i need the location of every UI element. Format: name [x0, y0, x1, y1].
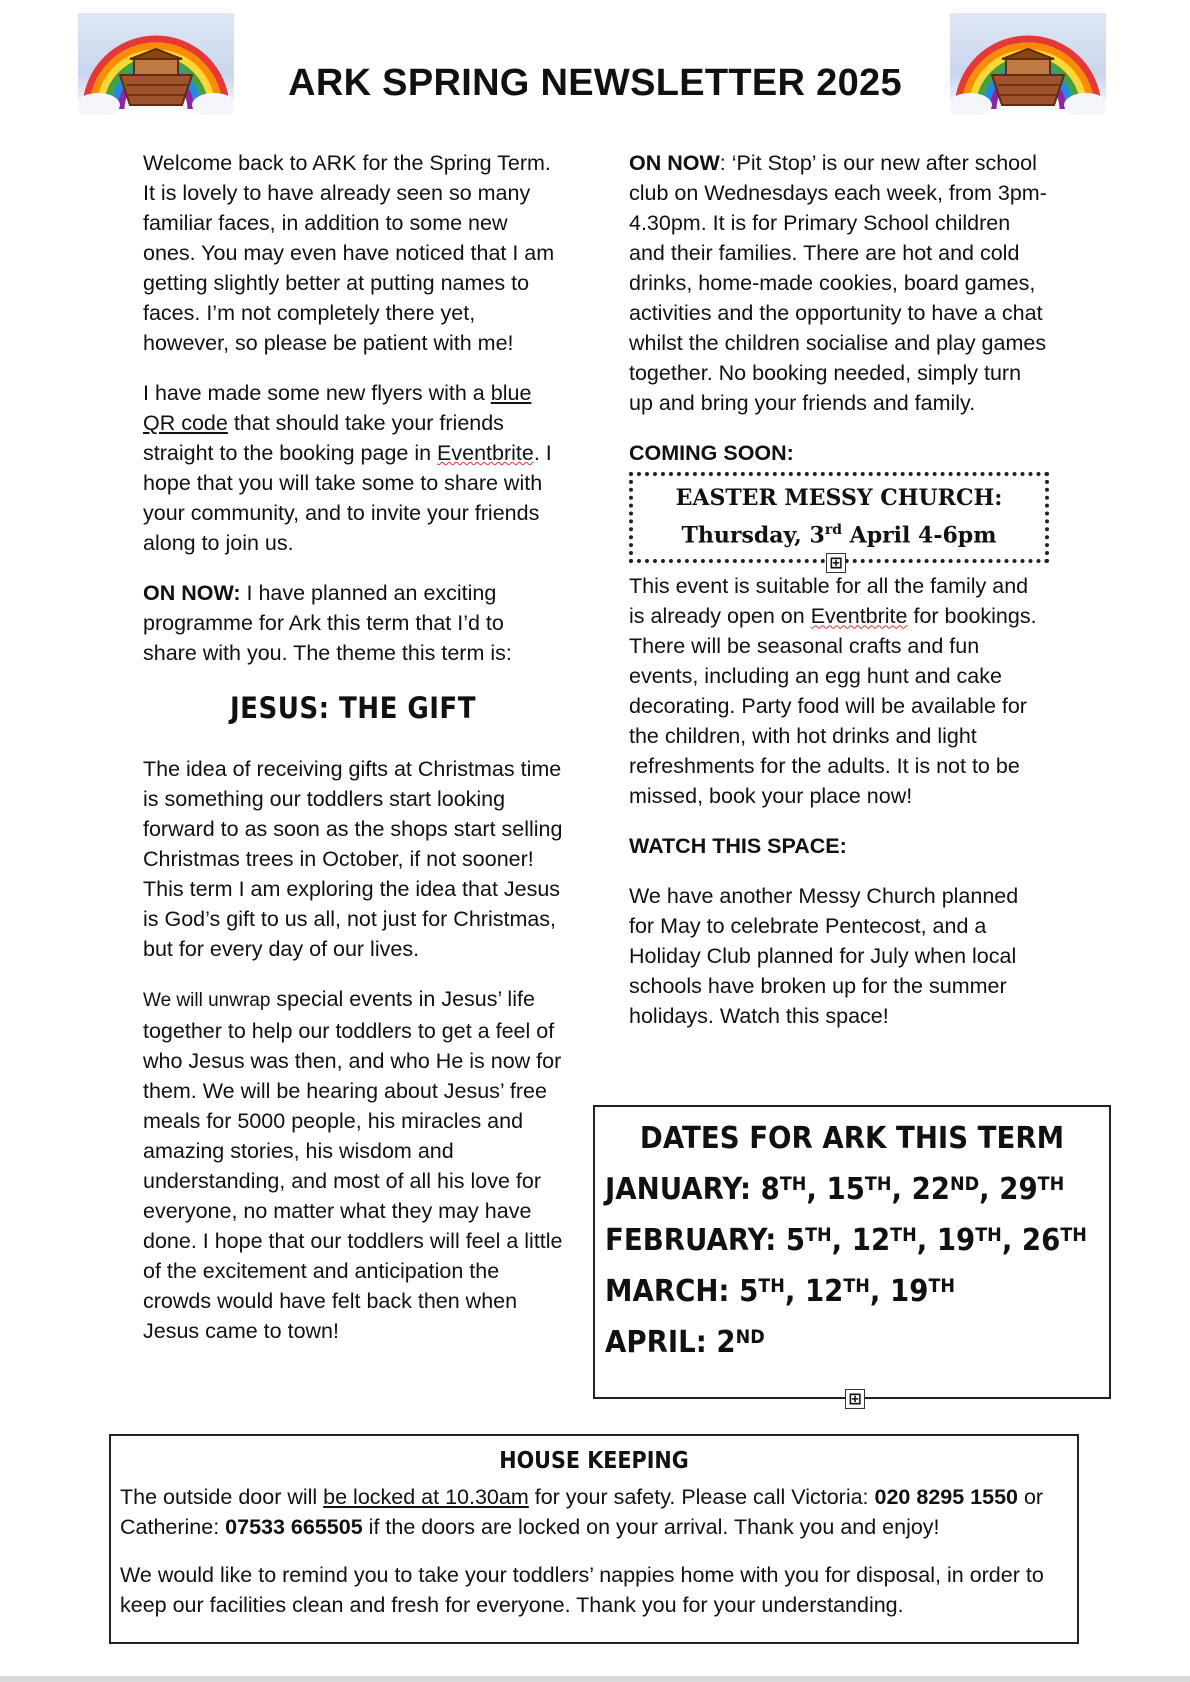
date-day-number: 15: [826, 1172, 865, 1207]
flyers-text: that should take your friends straight to the booking page in: [143, 411, 504, 465]
date-month: FEBRUARY:: [605, 1223, 777, 1258]
event-date-text: Thursday, 3: [681, 522, 825, 549]
date-day: [937, 1223, 1002, 1258]
flyers-text: . I hope that you will take some to share with your community, and to invite your friends along to join us.: [143, 441, 552, 555]
date-day-suffix: TH: [890, 1224, 917, 1246]
pit-stop-paragraph: [629, 148, 1049, 418]
date-day-suffix: TH: [805, 1224, 832, 1246]
date-day-number: 5: [739, 1274, 759, 1309]
unwrap-paragraph: [143, 984, 563, 1346]
on-now-text: I have planned an exciting programme for Ark this term that I’d to share with you. The theme this term is:: [143, 581, 512, 665]
date-day: [999, 1172, 1064, 1207]
eventbrite-word: Eventbrite: [810, 604, 908, 629]
page-title: ARK SPRING NEWSLETTER 2025: [288, 62, 902, 104]
date-rows: [605, 1164, 1099, 1368]
date-day: [890, 1274, 955, 1309]
date-day-suffix: TH: [1060, 1224, 1087, 1246]
housekeeping-text: for your safety. Please call Victoria:: [528, 1485, 875, 1509]
date-day-number: 22: [911, 1172, 950, 1207]
phone-catherine: 07533 665505: [225, 1515, 363, 1539]
watch-heading-paragraph: [629, 831, 1049, 861]
housekeeping-title: HOUSE KEEPING: [499, 1448, 689, 1474]
date-day-suffix: ND: [949, 1173, 980, 1195]
date-day-suffix: TH: [864, 1173, 892, 1195]
date-day-number: 29: [999, 1172, 1038, 1207]
date-day-number: 2: [716, 1325, 736, 1360]
page-bottom-edge: [0, 1676, 1190, 1682]
date-day: [805, 1274, 870, 1309]
unwrap-lead: We will unwrap: [143, 990, 271, 1011]
date-day: [786, 1223, 832, 1258]
flyers-text: I have made some new flyers with a: [143, 381, 491, 405]
housekeeping-text: The outside door will: [120, 1485, 324, 1509]
date-row: [605, 1317, 1059, 1368]
date-day-suffix: TH: [928, 1275, 956, 1297]
housekeeping-text: if the doors are locked on your arrival. Thank you and enjoy!: [362, 1515, 940, 1539]
event-paragraph: [629, 571, 1049, 811]
event-date-suffix: rd: [824, 522, 842, 538]
on-now-paragraph: [143, 578, 563, 668]
date-day: [761, 1172, 807, 1207]
event-title: EASTER MESSY CHURCH:: [675, 485, 1003, 511]
easter-event-box: [629, 472, 1049, 573]
phone-victoria: 020 8295 1550: [874, 1485, 1018, 1509]
date-day: [852, 1223, 917, 1258]
theme-heading: JESUS: THE GIFT: [230, 691, 476, 725]
flyers-paragraph: [143, 378, 563, 558]
date-day: [1022, 1223, 1087, 1258]
right-column: [629, 148, 1049, 1051]
date-day-suffix: ND: [735, 1326, 765, 1348]
event-date: [641, 514, 1037, 551]
date-day-suffix: TH: [1037, 1173, 1065, 1195]
watch-heading: WATCH THIS SPACE:: [629, 834, 847, 859]
watch-paragraph: We have another Messy Church planned for May to celebrate Pentecost, and a Holiday Club planned for July when local schools have broken up for the summer holidays. Watch this space!: [629, 884, 1019, 1029]
date-day-number: 19: [936, 1223, 976, 1258]
pit-stop-label: ON NOW: [629, 151, 720, 175]
housekeeping-text: or Catherine:: [120, 1485, 1044, 1539]
dates-box: [593, 1105, 1111, 1408]
locked-time-text: be locked at 10.30am: [323, 1485, 529, 1509]
housekeeping-nappies-paragraph: We would like to remind you to take your toddlers’ nappies home with you for disposal, in order to keep our facilities clean and fresh for everyone. Thank you for your understanding.: [120, 1563, 1044, 1617]
date-day-number: 8: [760, 1172, 780, 1207]
date-row: FEBRUARY: 5TH, 12TH, 19TH, 26TH: [605, 1223, 1087, 1258]
date-month: APRIL:: [605, 1325, 707, 1360]
date-day-number: 5: [785, 1223, 806, 1258]
housekeeping-door-paragraph: [120, 1482, 1068, 1542]
date-day: [716, 1325, 764, 1360]
date-day-number: 12: [851, 1223, 891, 1258]
gifts-paragraph: The idea of receiving gifts at Christmas time is something our toddlers start looking forward to as soon as the shops start selling Christmas trees in October, if not sooner! This term I am exploring the idea that Jesus is God’s gift to us all, not just for Christmas, but for every day of our lives.: [143, 757, 563, 961]
date-row: JANUARY: 8TH, 15TH, 22ND, 29TH: [605, 1172, 1065, 1207]
date-month: MARCH:: [605, 1274, 730, 1309]
date-day-suffix: TH: [843, 1275, 870, 1297]
event-text: for bookings. There will be seasonal crafts and fun events, including an egg hunt and cake decorating. Party food will be available for the children, with hot drinks and light refreshments for the adults. It is not to be missed, book your place now!: [629, 604, 1037, 809]
event-date-text: April 4-6pm: [841, 522, 997, 549]
date-day-suffix: TH: [779, 1173, 807, 1195]
qr-code-link[interactable]: blue QR code: [143, 381, 532, 435]
date-day: [827, 1172, 892, 1207]
pit-stop-text: : ‘Pit Stop’ is our new after school club on Wednesdays each week, from 3pm-4.30pm. It is for Primary School children and their families. There are hot and cold drinks, home-made cookies, board games, activities and the opportunity to have a chat whilst the children socialise and play games together. No booking needed, simply turn up and bring your friends and family.: [629, 151, 1047, 415]
date-day: [739, 1274, 785, 1309]
date-row: MARCH: 5TH, 12TH, 19TH: [605, 1274, 956, 1309]
date-day-number: 12: [804, 1274, 844, 1309]
housekeeping-box: [109, 1434, 1079, 1644]
eventbrite-word: Eventbrite: [437, 441, 534, 465]
table-move-handle-icon[interactable]: ⊞: [845, 1389, 865, 1409]
date-day-suffix: TH: [975, 1224, 1002, 1246]
on-now-label: ON NOW:: [143, 581, 241, 605]
coming-soon-heading: COMING SOON:: [629, 441, 794, 465]
date-day-number: 19: [890, 1274, 929, 1309]
unwrap-text: special events in Jesus’ life together to help our toddlers to get a feel of who Jesus was then, and who He is now for them. We will be hearing about Jesus’ free meals for 5000 people, his miracles and amazing stories, his wisdom and understanding, and most of all his love for everyone, no matter what they may have done. I hope that our toddlers will feel a little of the excitement and anticipation the crowds would have felt back then when Jesus came to town!: [143, 987, 563, 1343]
table-move-handle-icon[interactable]: ⊞: [826, 553, 846, 573]
date-day: [912, 1172, 980, 1207]
left-column: [143, 148, 563, 1366]
date-day-suffix: TH: [758, 1275, 785, 1297]
dates-title: DATES FOR ARK THIS TERM: [639, 1121, 1065, 1156]
welcome-paragraph: Welcome back to ARK for the Spring Term. It is lovely to have already seen so many familiar faces, in addition to some new ones. You may even have noticed that I am getting slightly better at putting names to faces. I’m not completely there yet, however, so please be patient with me!: [143, 151, 555, 355]
date-month: JANUARY:: [605, 1172, 752, 1207]
event-text: This event is suitable for all the family and is already open on: [629, 574, 1029, 629]
date-day-number: 26: [1021, 1223, 1061, 1258]
